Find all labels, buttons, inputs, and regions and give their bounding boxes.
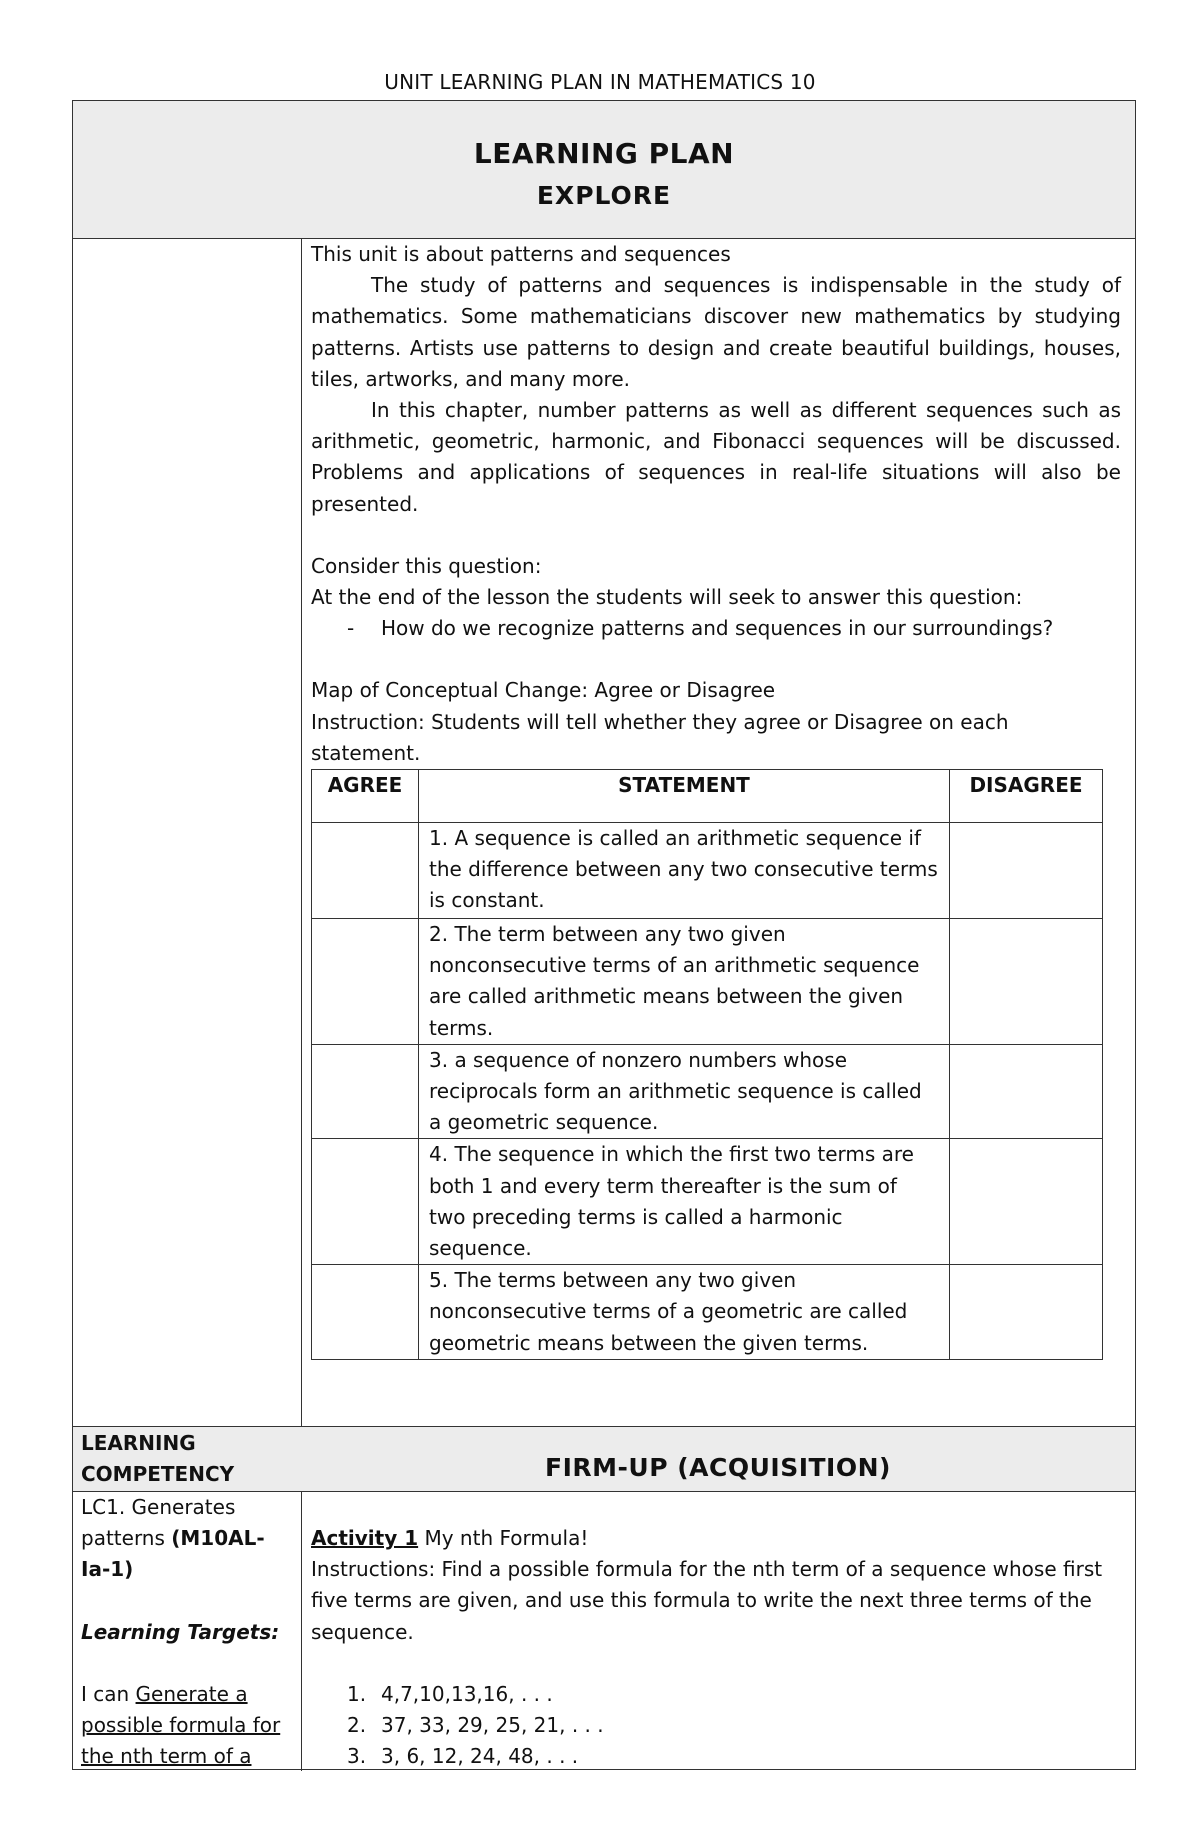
map-instruction: Instruction: Students will tell whether they agree or Disagree on each statement. [311,709,1009,765]
table-header-row [312,770,1103,823]
disagree-cell[interactable] [950,1139,1103,1265]
title-band [73,101,1135,239]
agree-cell[interactable] [312,919,419,1045]
learning-target [81,1679,293,1773]
activity-label: Activity 1 [311,1526,419,1550]
agree-cell[interactable] [312,1044,419,1139]
table-row [312,1139,1103,1265]
list-item [311,1679,1121,1710]
item-text: 3, 6, 12, 24, 48, . . . [381,1744,579,1769]
explore-paragraph-1: The study of patterns and sequences is indispensable in the study of mathematics. Some mathematicians discover new mathematics by studying patterns. Artists use patterns to design and create beautiful buildings, houses, tiles, artworks, and many more. [311,273,1121,391]
statement-cell: 5. The terms between any two given nonconsecutive terms of a geometric are called geometric means between the given terms. [419,1265,950,1360]
map-title: Map of Conceptual Change: Agree or Disagree [311,678,776,703]
table-row [312,919,1103,1045]
plan-title: LEARNING PLAN [473,137,735,170]
lc1-line [81,1492,293,1586]
learning-plan-frame [72,100,1136,1770]
statement-cell: 1. A sequence is called an arithmetic sequence if the difference between any two consecutive terms is constant. [419,823,950,919]
header-agree: AGREE [312,770,419,823]
table-row [312,1265,1103,1360]
table-row [312,823,1103,919]
agree-cell[interactable] [312,823,419,919]
unit-intro: This unit is about patterns and sequences [311,242,731,266]
essential-question [311,613,1121,644]
table-row [312,1044,1103,1139]
learning-targets-label: Learning Targets: [81,1619,280,1644]
header-statement: STATEMENT [419,770,950,823]
page-header: UNIT LEARNING PLAN IN MATHEMATICS 10 [384,70,816,94]
target-prefix: I can [81,1681,136,1706]
statement-cell: 2. The term between any two given nonconsecutive terms of an arithmetic sequence are called arithmetic means between the given terms. [419,919,950,1045]
statement-cell: 3. a sequence of nonzero numbers whose reciprocals form an arithmetic sequence is called a geometric sequence. [419,1044,950,1139]
disagree-cell[interactable] [950,1265,1103,1360]
item-number: 2. [347,1713,367,1738]
agree-cell[interactable] [312,1265,419,1360]
explore-content [311,239,1121,1360]
list-item [311,1710,1121,1741]
section-title-firm-up: FIRM-UP (ACQUISITION) [545,1453,891,1482]
essential-question-text: How do we recognize patterns and sequences in our surroundings? [381,616,1054,641]
competency-band [73,1426,1135,1492]
header-disagree: DISAGREE [950,770,1103,823]
target-text: Generate a possible formula for the nth term of a [81,1681,281,1769]
agree-cell[interactable] [312,1139,419,1265]
section-title-explore: EXPLORE [536,181,672,210]
explore-paragraph-2: In this chapter, number patterns as well as different sequences such as arithmetic, geometric, harmonic, and Fibonacci sequences will be discussed. Problems and applications of sequences in real-life situations will also be presented. [311,398,1121,516]
firm-up-content [311,1492,1121,1772]
column-divider [301,239,302,1771]
item-text: 37, 33, 29, 25, 21, . . . [381,1713,604,1738]
dash-bullet: - [347,616,355,641]
lc1-code: (M10AL-Ia-1) [81,1526,265,1582]
activity-instructions: Instructions: Find a possible formula for the nth term of a sequence whose first five terms are given, and use this formula to write the next three terms of the sequence. [311,1557,1103,1644]
statement-cell: 4. The sequence in which the first two terms are both 1 and every term thereafter is the sum of two preceding terms is called a harmonic sequence. [419,1139,950,1265]
item-number: 1. [347,1681,367,1706]
activity-title: My nth Formula! [418,1526,589,1550]
end-of-lesson-text: At the end of the lesson the students will seek to answer this question: [311,585,1023,610]
list-item [311,1741,1121,1772]
agree-disagree-table [311,769,1103,1360]
disagree-cell[interactable] [950,1044,1103,1139]
item-number: 3. [347,1744,367,1769]
disagree-cell[interactable] [950,823,1103,919]
lc1-text: LC1. Generates patterns [81,1495,236,1551]
competency-column [81,1492,293,1772]
learning-competency-label: LEARNING COMPETENCY [81,1431,235,1486]
consider-question: Consider this question: [311,553,542,578]
disagree-cell[interactable] [950,919,1103,1045]
item-text: 4,7,10,13,16, . . . [381,1681,553,1706]
activity-heading [311,1523,1121,1554]
sequence-list [311,1679,1121,1773]
